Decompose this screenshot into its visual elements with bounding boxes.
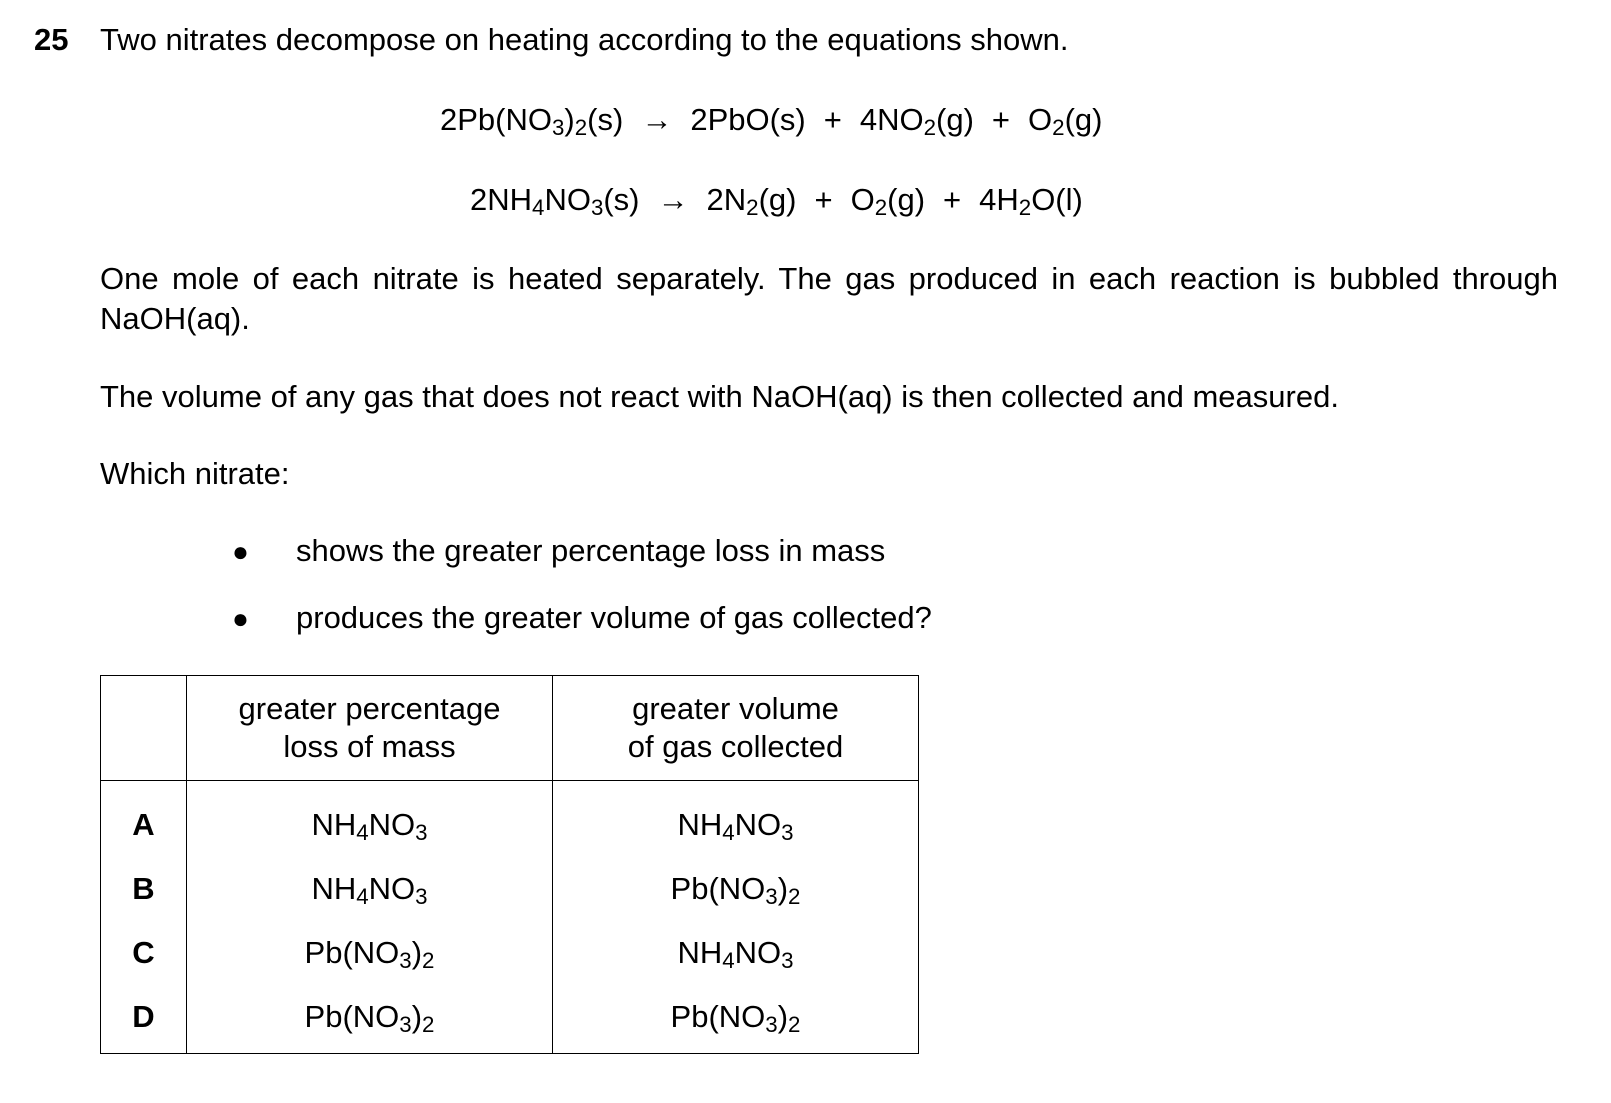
plus-sign: +: [814, 182, 833, 217]
header-mass-loss: greater percentage loss of mass: [187, 676, 553, 781]
reaction-arrow-icon: →: [657, 182, 689, 217]
plus-sign: +: [991, 102, 1011, 137]
option-gas-volume-nitrate: $NH_4NO_3$: [553, 921, 919, 985]
paragraph-measurement: The volume of any gas that does not react with NaOH(aq) is then collected and measured.: [100, 379, 1339, 414]
option-key: A: [101, 781, 187, 858]
option-mass-loss-nitrate: $Pb(NO_3)_2$: [187, 921, 553, 985]
bullet-text: shows the greater percentage loss in mass: [296, 533, 886, 568]
eq2-product-h2o: $4H_2O(l)$: [979, 182, 1083, 220]
eq1-product-no2: $4NO_2(g)$: [859, 102, 974, 140]
plus-sign: +: [823, 102, 842, 137]
option-gas-volume-nitrate: $NH_4NO_3$: [553, 781, 919, 858]
reaction-arrow-icon: →: [641, 102, 673, 137]
paragraph-prompt: Which nitrate:: [100, 456, 290, 491]
bullet-item: [232, 531, 885, 572]
option-gas-volume-nitrate: $Pb(NO_3)_2$: [553, 985, 919, 1054]
option-mass-loss-nitrate: $NH_4NO_3$: [187, 857, 553, 921]
eq2-reactant: $2NH_4NO_3(s)$: [470, 182, 640, 220]
bullet-text: produces the greater volume of gas collected?: [296, 600, 932, 635]
option-gas-volume-nitrate: $Pb(NO_3)_2$: [553, 857, 919, 921]
eq1-reactant: $2Pb(NO_3)_2(s)$: [440, 102, 624, 140]
plus-sign: +: [943, 182, 962, 217]
option-mass-loss-nitrate: $NH_4NO_3$: [187, 781, 553, 858]
option-key: B: [101, 857, 187, 921]
eq1-product-o2: $O_2(g)$: [1028, 102, 1103, 140]
option-key: D: [101, 985, 187, 1054]
eq2-product-n2: $2N_2(g)$: [706, 182, 797, 220]
question-stem: Two nitrates decompose on heating according to the equations shown.: [100, 22, 1069, 57]
table-header-row: [101, 676, 919, 781]
bullet-icon: ●: [232, 603, 249, 634]
table-row: [101, 857, 919, 921]
option-key: C: [101, 921, 187, 985]
eq1-product-pbo: 2PbO(s): [690, 102, 806, 137]
header-blank: [101, 676, 187, 781]
bullet-item: [232, 598, 932, 639]
eq2-product-o2: $O_2(g)$: [850, 182, 926, 220]
option-mass-loss-nitrate: $Pb(NO_3)_2$: [187, 985, 553, 1054]
equation-lead-nitrate: [440, 100, 1102, 140]
paragraph-procedure: One mole of each nitrate is heated separately. The gas produced in each reaction is bubbled through NaOH(aq).: [100, 261, 1558, 336]
table-row: [101, 985, 919, 1054]
table-row: [101, 781, 919, 858]
table-row: [101, 921, 919, 985]
question-number: 25: [34, 22, 69, 57]
equation-ammonium-nitrate: [470, 180, 1083, 220]
answer-options-table: [100, 675, 919, 1054]
bullet-icon: ●: [232, 536, 249, 567]
header-gas-volume: greater volume of gas collected: [553, 676, 919, 781]
